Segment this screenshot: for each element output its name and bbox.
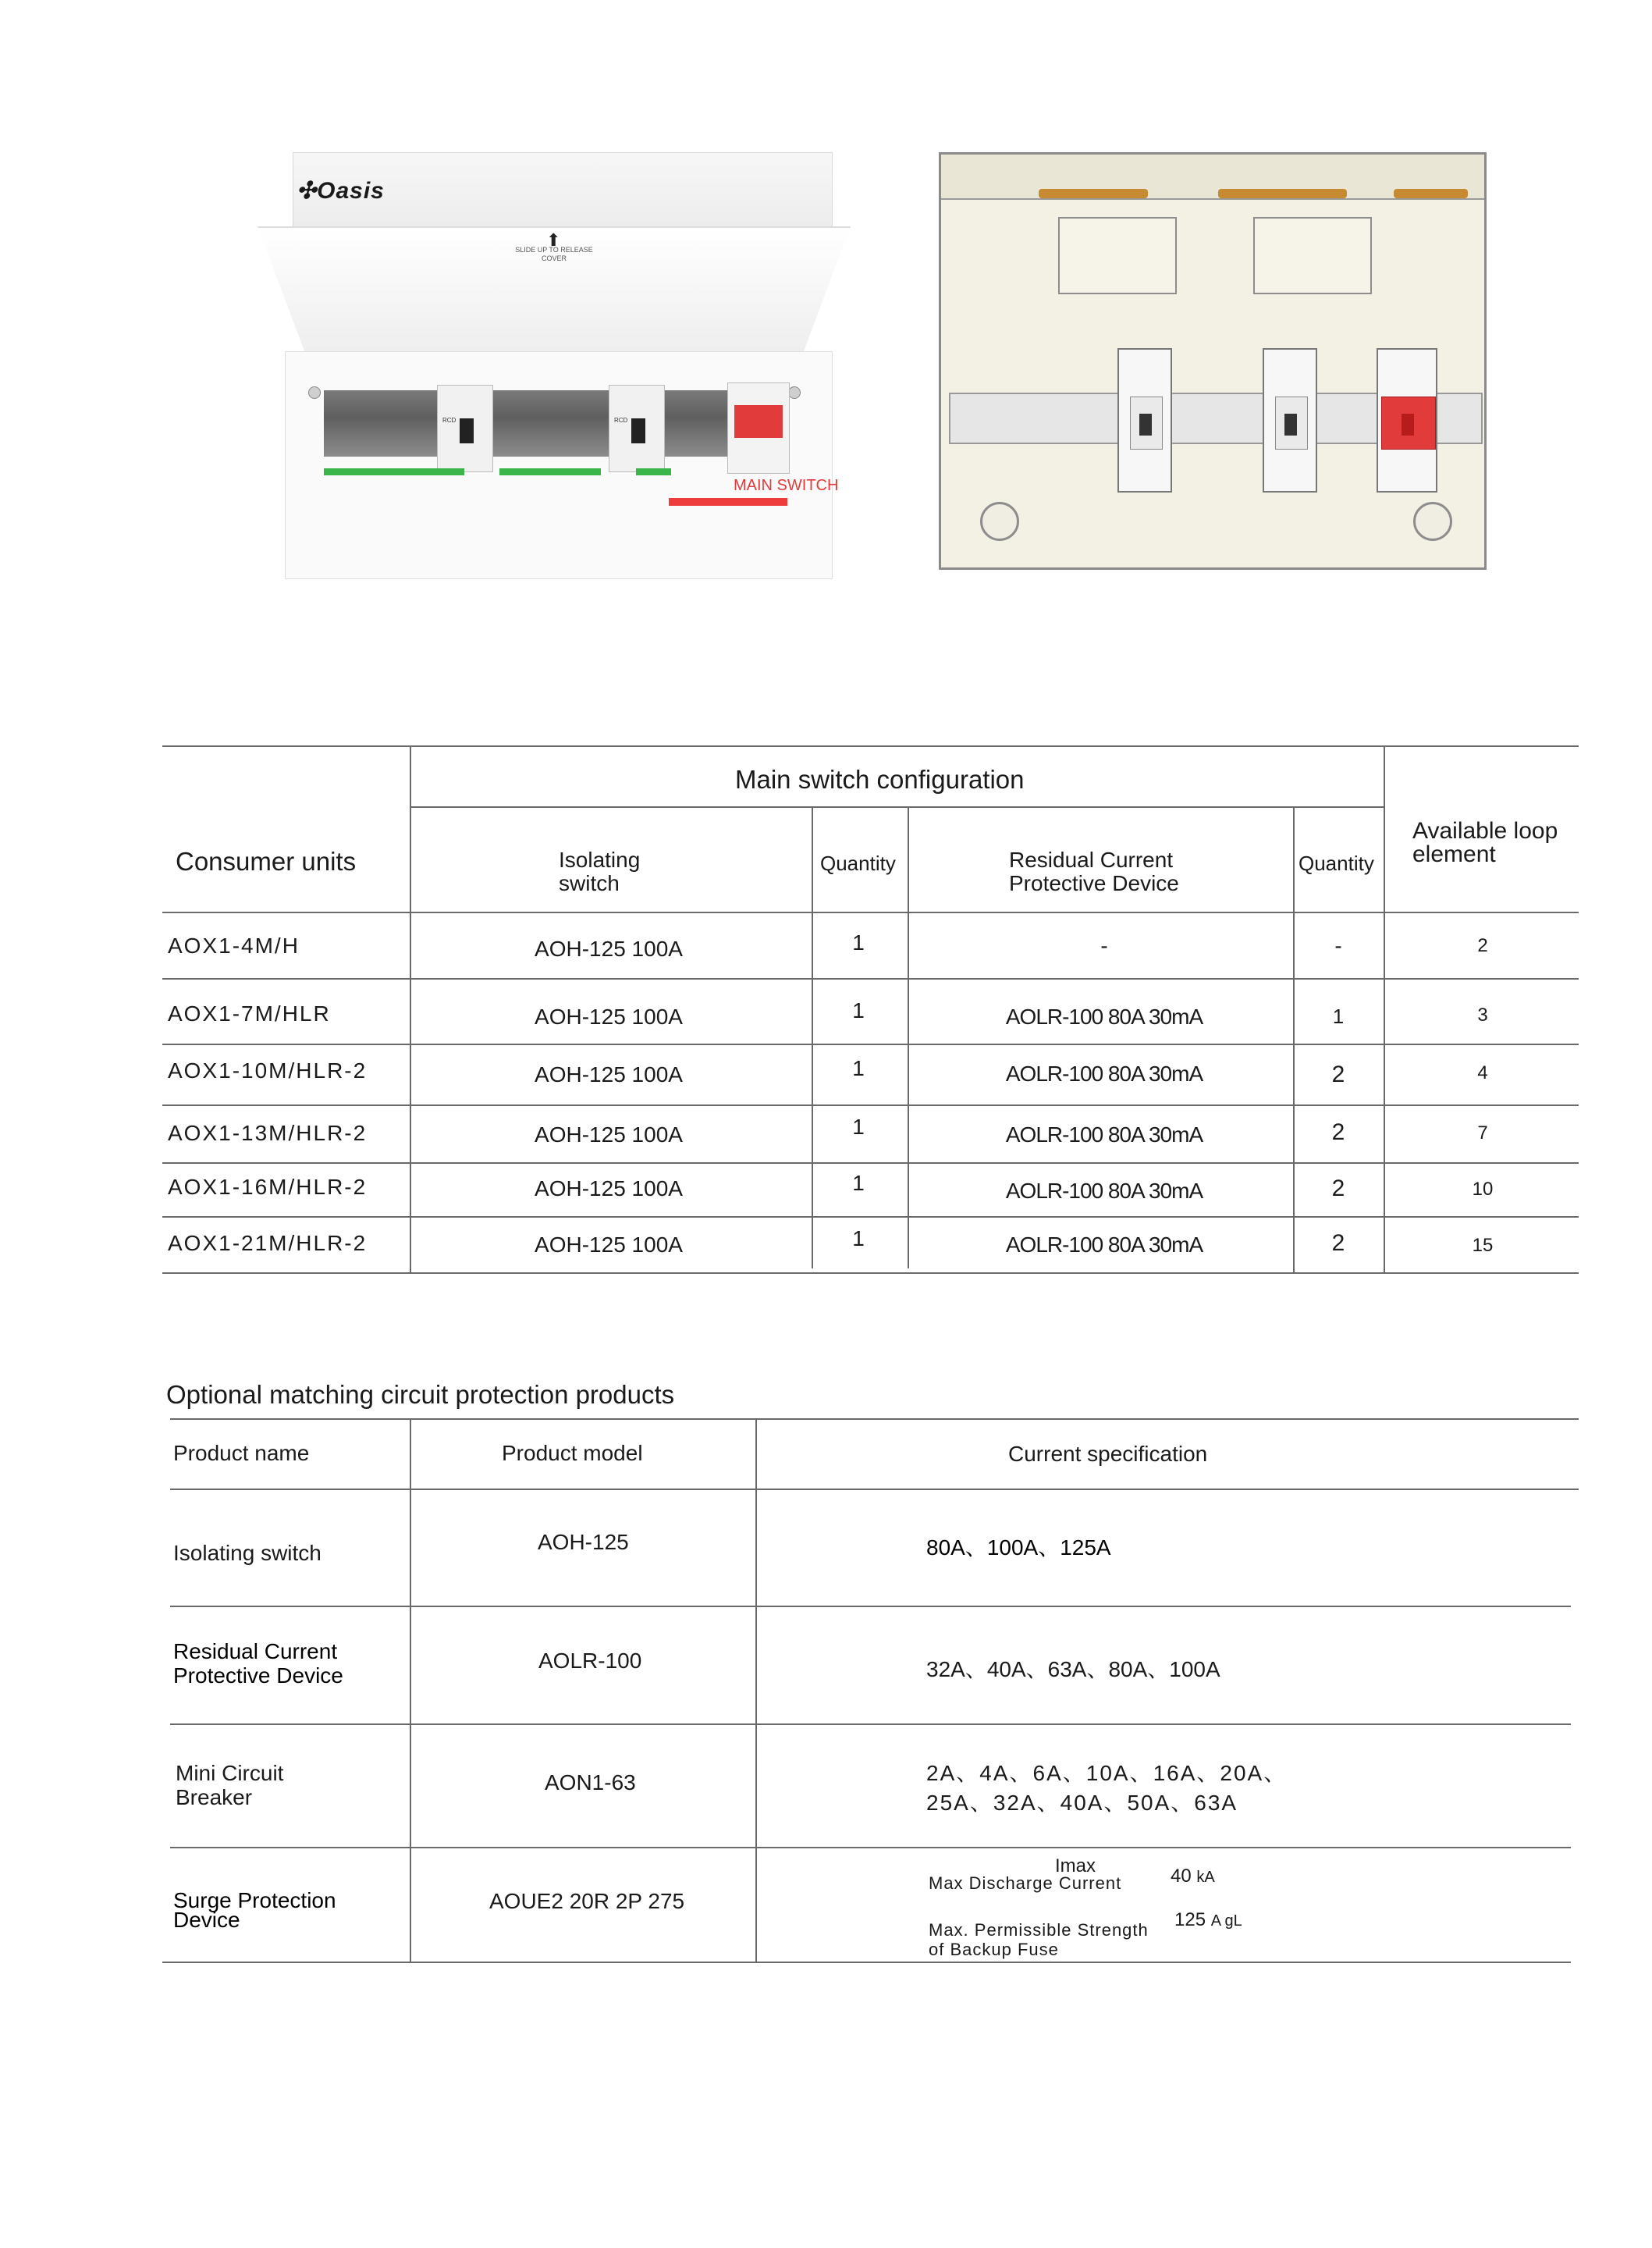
cell-rcd: AOLR-100 80A 30mA (1005, 1179, 1203, 1203)
lid-instruction: SLIDE UP TO RELEASE COVER (515, 246, 593, 262)
cell-qty: 2 (1331, 1176, 1345, 1201)
rcd-module (1117, 348, 1172, 493)
knockout-panel (1253, 217, 1372, 294)
cell-qty: 2 (1331, 1062, 1345, 1087)
cell-qty: 1 (852, 1226, 865, 1250)
cell-model: AOX1-7M/HLR (168, 1001, 331, 1026)
cell-qty: 1 (1332, 1005, 1345, 1028)
cell-rcd: AOLR-100 80A 30mA (1005, 1232, 1203, 1257)
consumer-unit-internal-image (939, 152, 1487, 570)
main-switch-label: MAIN SWITCH (734, 477, 839, 494)
cell-rcd: AOLR-100 80A 30mA (1005, 1122, 1203, 1147)
cell-qty: - (1334, 934, 1342, 958)
arrow-up-icon: ⬆ (546, 230, 561, 250)
cell-qty: 1 (852, 930, 865, 955)
consumer-unit-front-image (250, 152, 858, 578)
cell-loops: 3 (1477, 1005, 1488, 1026)
spec-fuse-description: Max. Permissible Strength (929, 1920, 1149, 1940)
cell-current-spec: 32A、40A、63A、80A、100A (926, 1657, 1220, 1681)
cell-loops: 2 (1477, 935, 1488, 956)
rcd-module: RCD (437, 385, 493, 472)
brand-logo: ✣Oasis (297, 178, 385, 204)
cell-product-name: Breaker (176, 1785, 253, 1809)
knockout-panel (1058, 217, 1177, 294)
cell-isolating: AOH-125 100A (535, 1176, 683, 1200)
screw-icon (308, 386, 321, 399)
cell-model: AOX1-10M/HLR-2 (168, 1058, 368, 1083)
header-main-switch-configuration: Main switch configuration (735, 765, 1025, 794)
cell-rcd: AOLR-100 80A 30mA (1005, 1062, 1203, 1086)
cell-qty: 1 (852, 998, 865, 1023)
main-switch-label-strip (669, 498, 787, 506)
section-title: Optional matching circuit protection products (166, 1380, 675, 1409)
main-switch-module (727, 382, 790, 474)
header-rcd: Residual Current Protective Device (1009, 848, 1179, 895)
cell-model: AOX1-21M/HLR-2 (168, 1231, 368, 1255)
cell-isolating: AOH-125 100A (535, 1122, 683, 1147)
mounting-hole-icon (980, 502, 1019, 541)
header-quantity: Quantity (820, 852, 896, 875)
mounting-hole-icon (1413, 502, 1452, 541)
header-current-specification: Current specification (1008, 1442, 1208, 1466)
header-quantity: Quantity (1299, 852, 1374, 875)
cell-product-name: Mini Circuit (176, 1761, 284, 1785)
din-rail (324, 390, 784, 457)
circuit-label-strip (636, 468, 671, 475)
spec-fuse-value: 125 A gL (1174, 1909, 1242, 1930)
cell-product-name: Protective Device (173, 1663, 343, 1688)
cell-qty: 1 (852, 1171, 865, 1195)
cell-product-name: Surge Protection (173, 1888, 336, 1912)
cell-isolating: AOH-125 100A (535, 1232, 683, 1257)
header-isolating-switch: Isolating switch (559, 848, 641, 895)
cell-isolating: AOH-125 100A (535, 937, 683, 961)
cell-isolating: AOH-125 100A (535, 1005, 683, 1029)
cell-rcd: - (1100, 934, 1108, 958)
header-consumer-units: Consumer units (176, 847, 357, 876)
cell-product-name: Isolating switch (173, 1541, 322, 1565)
earth-busbar (1394, 189, 1468, 198)
cell-loops: 4 (1477, 1062, 1488, 1083)
cell-product-model: AOH-125 (538, 1530, 629, 1554)
cell-product-model: AOUE2 20R 2P 275 (489, 1889, 685, 1913)
header-product-model: Product model (502, 1441, 643, 1465)
cell-current-spec: 25A、32A、40A、50A、63A (926, 1791, 1238, 1815)
cell-qty: 1 (852, 1115, 865, 1139)
main-switch-module (1377, 348, 1437, 493)
cell-model: AOX1-13M/HLR-2 (168, 1121, 368, 1145)
header-product-name: Product name (173, 1441, 310, 1465)
spec-imax-label: Imax (1055, 1855, 1096, 1876)
cell-isolating: AOH-125 100A (535, 1062, 683, 1087)
cell-product-model: AOLR-100 (538, 1649, 642, 1673)
cell-qty: 1 (852, 1056, 865, 1080)
circuit-label-strip (499, 468, 601, 475)
neutral-busbar (1039, 189, 1148, 198)
cell-product-name: Device (173, 1908, 240, 1932)
rcd-module (1263, 348, 1317, 493)
cell-rcd: AOLR-100 80A 30mA (1005, 1005, 1203, 1029)
cell-qty: 2 (1331, 1119, 1345, 1145)
rcd-module: RCD (609, 385, 665, 472)
screw-icon (788, 386, 801, 399)
cell-model: AOX1-16M/HLR-2 (168, 1175, 368, 1199)
cell-qty: 2 (1331, 1230, 1345, 1256)
spec-fuse-description: of Backup Fuse (929, 1940, 1059, 1959)
spec-imax-value: 40 kA (1171, 1866, 1215, 1887)
cell-loops: 15 (1472, 1235, 1494, 1256)
header-available-loop-element: Available loop element (1412, 818, 1558, 867)
cell-product-model: AON1-63 (545, 1770, 636, 1794)
cell-current-spec: 80A、100A、125A (926, 1535, 1111, 1560)
cell-current-spec: 2A、4A、6A、10A、16A、20A、 (926, 1761, 1288, 1785)
circuit-label-strip (324, 468, 464, 475)
cell-model: AOX1-4M/H (168, 934, 300, 958)
cell-loops: 10 (1472, 1179, 1494, 1200)
cell-product-name: Residual Current (173, 1639, 338, 1663)
cell-loops: 7 (1477, 1122, 1488, 1144)
spec-imax-description: Max Discharge Current (929, 1873, 1122, 1893)
neutral-busbar (1218, 189, 1347, 198)
